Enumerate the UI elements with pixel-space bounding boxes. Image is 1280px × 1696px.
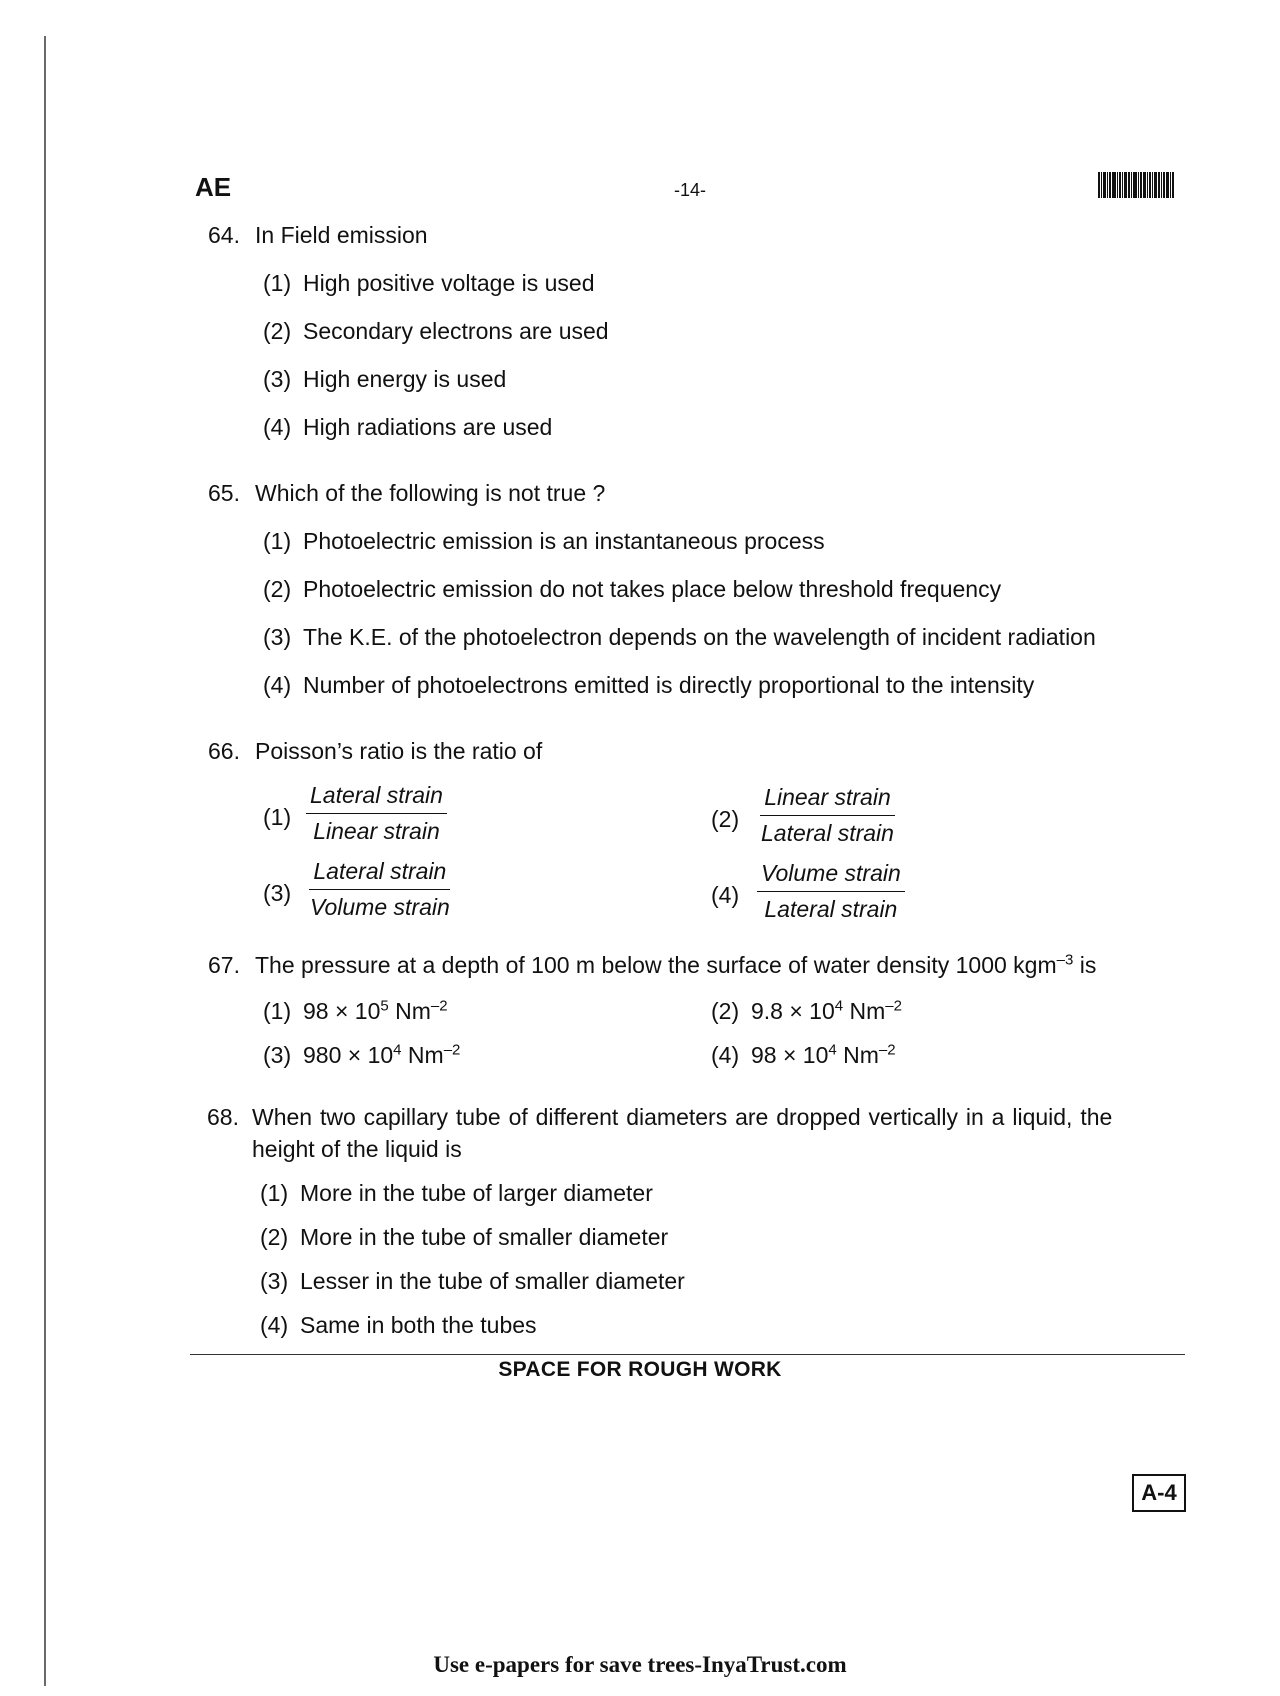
option-text: Secondary electrons are used: [303, 318, 609, 344]
footer-text: Use e-papers for save trees-InyaTrust.com: [433, 1652, 847, 1677]
fraction-denominator: Volume strain: [310, 894, 450, 920]
fraction-option-4: [757, 860, 905, 923]
option-label: (1): [263, 804, 292, 830]
option-unit: Nm: [836, 1042, 879, 1068]
option-label: (4): [263, 414, 292, 440]
option-unit-exponent: –2: [885, 997, 902, 1015]
option-exponent: 4: [393, 1041, 402, 1059]
fraction-numerator: Lateral strain: [309, 858, 450, 890]
question-text-line-2: height of the liquid is: [252, 1136, 462, 1162]
option-label: (4): [711, 1042, 740, 1068]
barcode-icon: [1098, 172, 1190, 198]
question-number: 67.: [208, 952, 240, 978]
option-value: [303, 998, 448, 1025]
option-unit-exponent: –2: [443, 1041, 461, 1059]
option-mantissa: 98 × 10: [303, 998, 381, 1024]
fraction-option-2: [757, 784, 898, 847]
question-number: 65.: [208, 480, 240, 506]
fraction-numerator: Lateral strain: [306, 782, 447, 814]
option-mantissa: 98 × 10: [751, 1042, 829, 1068]
option-unit: Nm: [843, 998, 886, 1024]
fraction-denominator: Lateral strain: [764, 896, 898, 922]
option-value: [303, 1042, 460, 1069]
question-number: 68.: [207, 1104, 239, 1130]
option-unit-exponent: –2: [878, 1041, 896, 1059]
booklet-code-box: A-4: [1132, 1474, 1186, 1512]
option-text: High energy is used: [303, 366, 507, 392]
option-mantissa: 9.8 × 10: [751, 998, 835, 1024]
option-label: (3): [263, 366, 292, 392]
option-unit: Nm: [401, 1042, 444, 1068]
option-label: (1): [263, 270, 292, 296]
option-text: Photoelectric emission is an instantaneous process: [303, 528, 825, 554]
question-text: [255, 952, 1096, 979]
option-exponent: 4: [834, 997, 844, 1015]
question-text-main: The pressure at a depth of 100 m below the surface of water density 1000 kgm: [255, 952, 1057, 978]
question-text: Poisson’s ratio is the ratio of: [255, 738, 543, 764]
fraction-option-1: [306, 782, 447, 845]
option-exponent: 4: [828, 1041, 837, 1059]
option-text: Photoelectric emission do not takes place below threshold frequency: [303, 576, 1002, 602]
option-text: More in the tube of smaller diameter: [300, 1224, 669, 1250]
page-number: -14-: [674, 180, 707, 200]
fraction-numerator: Linear strain: [760, 784, 895, 816]
option-unit: Nm: [388, 998, 431, 1024]
option-value: [751, 1042, 896, 1069]
option-label: (3): [263, 624, 292, 650]
page-margin-line: [44, 36, 46, 1686]
fraction-numerator: Volume strain: [757, 860, 905, 892]
option-label: (1): [263, 998, 292, 1024]
option-label: (2): [260, 1224, 289, 1250]
option-label: (2): [711, 998, 740, 1024]
option-label: (1): [263, 528, 292, 554]
question-text: Which of the following is not true ?: [255, 480, 606, 506]
option-label: (4): [263, 672, 292, 698]
option-label: (4): [260, 1312, 289, 1338]
question-text: In Field emission: [255, 222, 428, 248]
fraction-denominator: Lateral strain: [761, 820, 894, 846]
divider: [190, 1354, 1185, 1355]
option-mantissa: 980 × 10: [303, 1042, 394, 1068]
option-text: The K.E. of the photoelectron depends on the wavelength of incident radiation: [303, 624, 1096, 650]
paper-code: AE: [195, 172, 232, 202]
option-label: (1): [260, 1180, 289, 1206]
question-number: 64.: [208, 222, 240, 248]
option-value: [751, 998, 902, 1025]
fraction-denominator: Linear strain: [313, 818, 440, 844]
option-text: High radiations are used: [303, 414, 553, 440]
option-label: (3): [260, 1268, 289, 1294]
option-label: (2): [263, 318, 292, 344]
question-number: 66.: [208, 738, 240, 764]
rough-work-heading: SPACE FOR ROUGH WORK: [498, 1358, 782, 1381]
option-label: (3): [263, 880, 292, 906]
fraction-option-3: [306, 858, 454, 921]
option-text: Number of photoelectrons emitted is directly proportional to the intensity: [303, 672, 1035, 698]
question-text-end: is: [1073, 952, 1097, 978]
option-unit-exponent: –2: [430, 997, 448, 1015]
option-label: (4): [711, 882, 740, 908]
option-text: More in the tube of larger diameter: [300, 1180, 653, 1206]
option-label: (3): [263, 1042, 292, 1068]
option-exponent: 5: [380, 997, 389, 1015]
option-text: Lesser in the tube of smaller diameter: [300, 1268, 685, 1294]
question-text-line-1: When two capillary tube of different diameters are dropped vertically in a liquid, the: [252, 1104, 1113, 1130]
option-label: (2): [263, 576, 292, 602]
option-label: (2): [711, 806, 740, 832]
option-text: Same in both the tubes: [300, 1312, 537, 1338]
option-text: High positive voltage is used: [303, 270, 595, 296]
question-text-exponent: –3: [1056, 951, 1074, 969]
